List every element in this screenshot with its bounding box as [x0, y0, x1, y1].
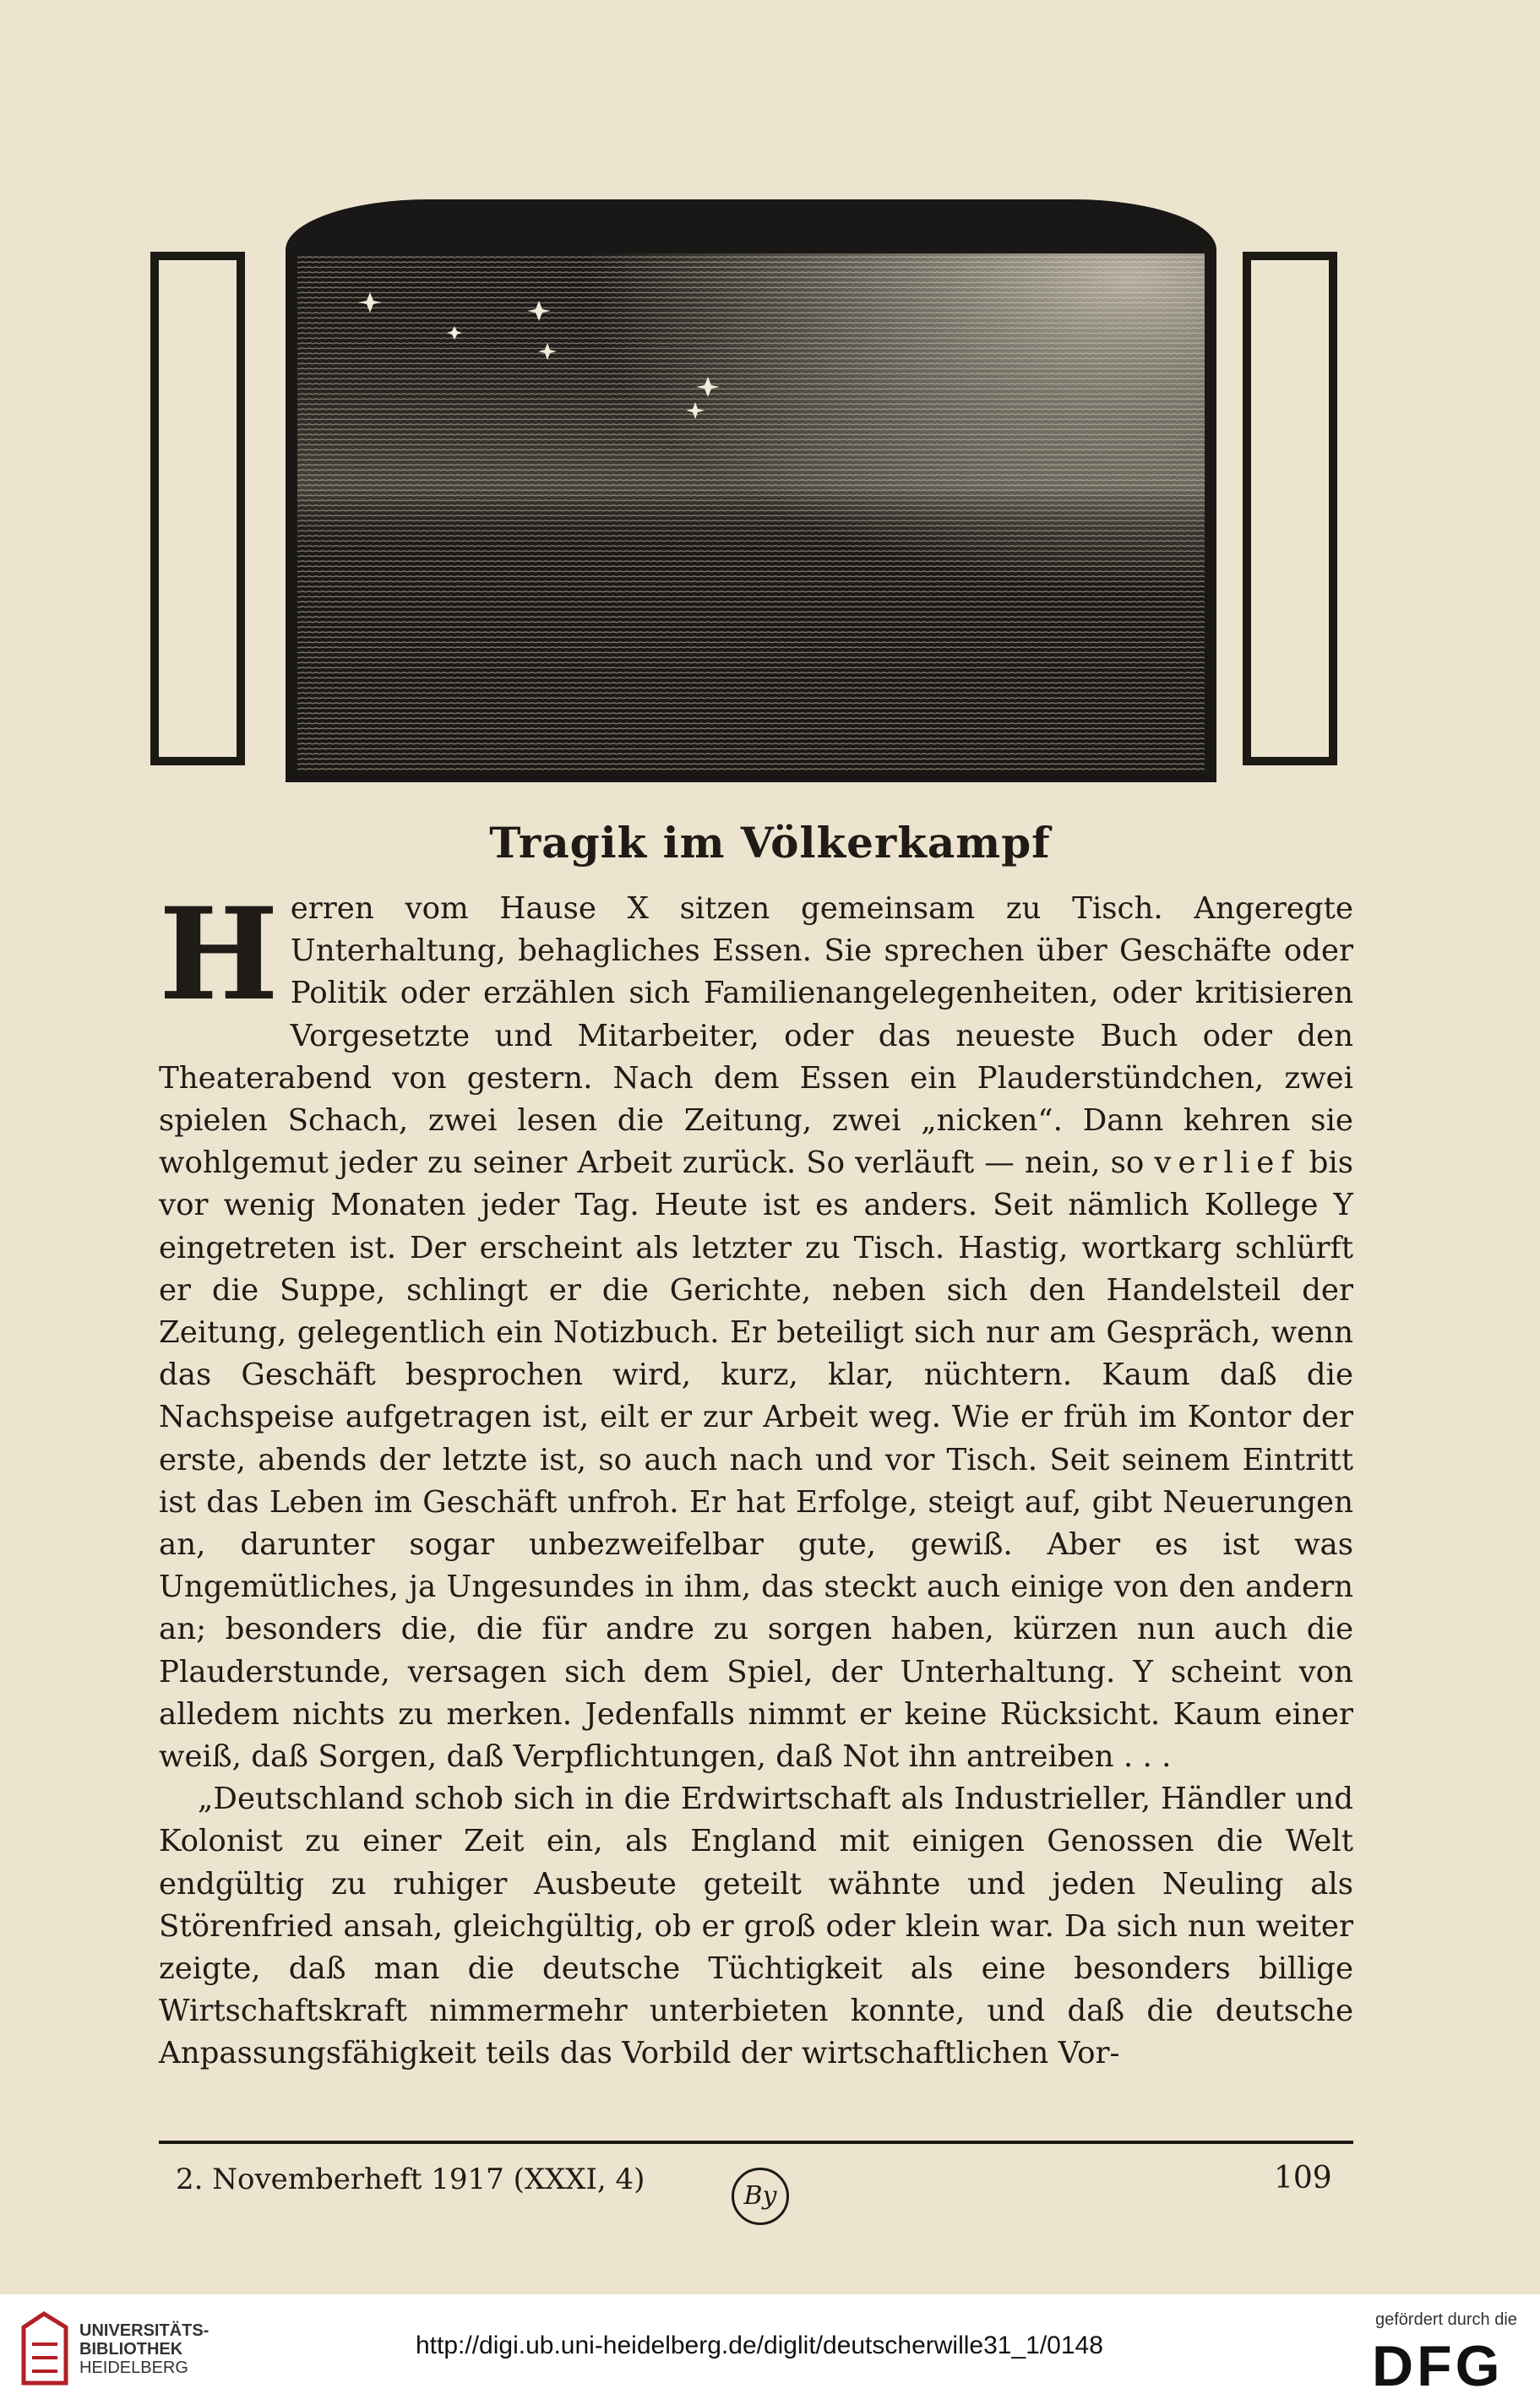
- funded-by-label: gefördert durch die: [1375, 2310, 1517, 2329]
- monogram-mark: By: [732, 2168, 789, 2225]
- library-name-line1: UNIVERSITÄTS-: [79, 2321, 210, 2340]
- page-number: 109: [1274, 2161, 1332, 2196]
- paragraph-1-emphasis: verlief: [1154, 1145, 1299, 1181]
- article-body: [159, 880, 1353, 2076]
- right-ornament-frame: [1243, 252, 1337, 765]
- paragraph-2: „Deutschland schob sich in die Erdwirtschaft als Industrieller, Händler und Kolonist zu einer Zeit ein, als England mit einigen Genossen die Welt endgültig zu ruhiger Ausbeute geteilt wähnte und jeden Neuling als Störenfried ansah, gleichgültig, ob er groß oder klein war. Da sich nun weiter zeigte, daß man die deutsche Tüchtigkeit als eine besonders billige Wirtschaftskraft nimmermehr unterbieten konnte, und daß die deutsche Anpassungsfähigkeit teils das Vorbild der wirtschaftlichen Vor-: [159, 1782, 1353, 2071]
- library-name-line2: BIBLIOTHEK: [79, 2340, 183, 2359]
- drop-cap: H: [159, 880, 279, 1029]
- issue-label: 2. Novemberheft 1917 (XXXI, 4): [176, 2163, 645, 2196]
- night-sky-illustration: [286, 199, 1216, 782]
- dfg-logo: DFG: [1372, 2334, 1504, 2398]
- footer-rule: [159, 2141, 1353, 2144]
- library-logo-icon: [19, 2310, 71, 2386]
- paragraph-1-text-b: bis vor wenig Monaten jeder Tag. Heute ist es anders. Seit nämlich Kollege Y eingetreten ist. Der erscheint als letzter zu Tisch. Hastig, wortkarg schlürft er die Suppe, schlingt er die Gerichte, neben sich den Handelsteil der Zeitung, gelegentlich ein Notizbuch. Er beteiligt sich nur am Gespräch, wenn das Geschäft besprochen wird, kurz, klar, nüchtern. Kaum daß die Nachspeise aufgetragen ist, eilt er zur Arbeit weg. Wie er früh im Kontor der erste, abends der letzte ist, so auch nach und vor Tisch. Seit seinem Eintritt ist das Leben im Geschäft unfroh. Er hat Erfolge, steigt auf, gibt Neuerungen an, darunter sogar unbezweifelbar gute, gewiß. Aber es ist was Ungemütliches, ja Ungesundes in ihm, das steckt auch einige von den andern an; besonders die, die für andre zu sorgen haben, kürzen nun auch die Plauderstunde, versagen sich dem Spiel, der Unterhaltung. Y scheint von alledem nichts zu merken. Jedenfalls nimmt er keine Rücksicht. Kaum einer weiß, daß Sorgen, daß Verpflichtungen, daß Not ihn antreiben . . .: [159, 1145, 1353, 1775]
- paragraph-1: [159, 880, 1353, 1778]
- article-title: Tragik im Völkerkampf: [489, 818, 1051, 868]
- left-ornament-frame: [150, 252, 245, 765]
- library-name: [79, 2321, 209, 2377]
- paragraph-1-text-a: erren vom Hause X sitzen gemeinsam zu Tisch. Angeregte Unterhaltung, behagliches Essen. Sie sprechen über Geschäfte oder Politik oder erzählen sich Familienangelegenheiten, oder kritisieren Vorgesetzte und Mitarbeiter, oder das neueste Buch oder den Theaterabend von gestern. Nach dem Essen ein Plauderstündchen, zwei spielen Schach, zwei lesen die Zeitung, zwei „nicken“. Dann kehren sie wohlgemut jeder zu seiner Arbeit zurück. So verläuft — nein, so: [159, 891, 1353, 1181]
- source-url-link[interactable]: http://digi.ub.uni-heidelberg.de/diglit/deutscherwille31_1/0148: [416, 2332, 1103, 2359]
- library-name-line3: HEIDELBERG: [79, 2359, 188, 2377]
